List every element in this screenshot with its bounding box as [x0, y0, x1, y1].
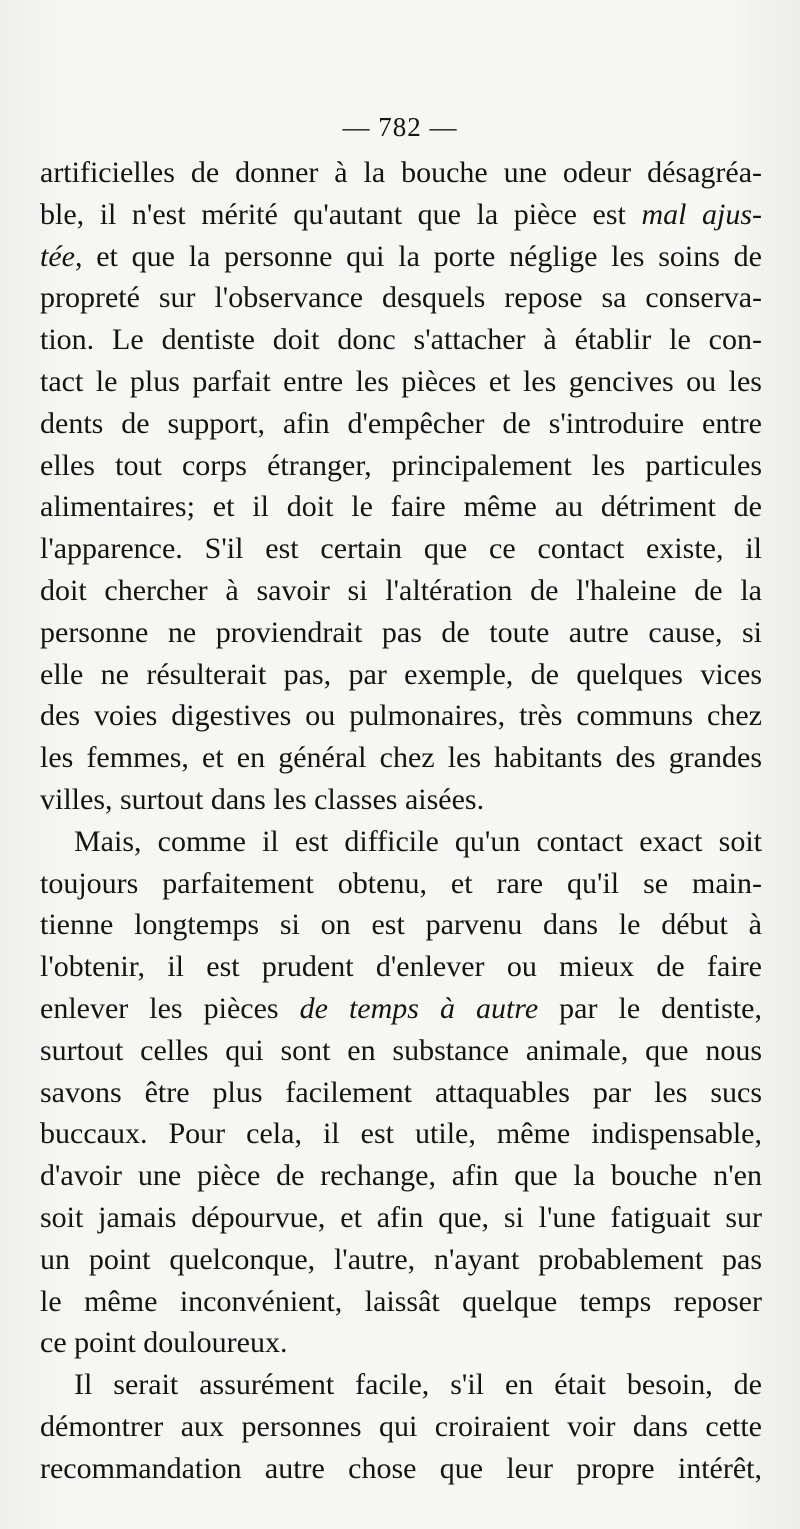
text-line: soit jamais dépourvue, et afin que, si l'une fatiguait sur — [40, 1200, 762, 1234]
text-line: surtout celles qui sont en substance animale, que nous — [40, 1033, 762, 1067]
text-line: personne ne proviendrait pas de toute autre cause, si — [40, 615, 762, 649]
text-line: artificielles de donner à la bouche une odeur désagréa- — [40, 156, 762, 189]
text-line: villes, surtout dans les classes aisées. — [40, 782, 485, 816]
text-line: démontrer aux personnes qui croiraient voir dans cette — [40, 1409, 762, 1443]
text-line: des voies digestives ou pulmonaires, très communs chez — [40, 699, 762, 733]
text-line: alimentaires; et il doit le faire même au détriment de — [40, 490, 762, 524]
italic-text: tée — [40, 239, 75, 273]
text-line: toujours parfaitement obtenu, et rare qu'il se main- — [40, 866, 762, 900]
text-line: recommandation autre chose que leur propre intérêt, — [40, 1451, 762, 1485]
italic-text: mal ajus- — [641, 197, 762, 231]
text-line: Mais, comme il est difficile qu'un contact exact soit — [74, 824, 762, 858]
text-line: tée, et que la personne qui la porte néglige les soins de — [40, 239, 762, 273]
text-line: elle ne résulterait pas, par exemple, de quelques vices — [40, 657, 762, 691]
text-line: ble, il n'est mérité qu'autant que la pièce est mal ajus- — [40, 197, 762, 231]
text-line: Il serait assurément facile, s'il en était besoin, de — [74, 1368, 762, 1402]
text-line: tienne longtemps si on est parvenu dans le début à — [40, 908, 762, 942]
text-line: enlever les pièces de temps à autre par le dentiste, — [40, 991, 762, 1025]
text-line: un point quelconque, l'autre, n'ayant probablement pas — [40, 1242, 762, 1276]
text-line: d'avoir une pièce de rechange, afin que la bouche n'en — [40, 1159, 762, 1193]
page-number: — 782 — — [342, 112, 458, 142]
text-line: dents de support, afin d'empêcher de s'introduire entre — [40, 406, 762, 440]
body-text — [40, 152, 762, 1490]
text-line: elles tout corps étranger, principalement les particules — [40, 448, 762, 482]
text-line: l'obtenir, il est prudent d'enlever ou mieux de faire — [40, 950, 762, 984]
text-line: les femmes, et en général chez les habitants des grandes — [40, 741, 762, 775]
text-line: propreté sur l'observance desquels repose sa conserva- — [40, 281, 762, 315]
text-line: buccaux. Pour cela, il est utile, même indispensable, — [40, 1117, 762, 1151]
text-line: doit chercher à savoir si l'altération de l'haleine de la — [40, 573, 762, 607]
text-line: savons être plus facilement attaquables par les sucs — [40, 1075, 762, 1109]
text-line: tion. Le dentiste doit donc s'attacher à établir le con- — [40, 323, 762, 357]
italic-text: de temps à autre — [299, 991, 539, 1025]
text-line: tact le plus parfait entre les pièces et les gencives ou les — [40, 364, 762, 398]
text-line: le même inconvénient, laissât quelque temps reposer — [40, 1284, 762, 1318]
text-line: ce point douloureux. — [40, 1326, 288, 1360]
text-line: l'apparence. S'il est certain que ce contact existe, il — [40, 532, 762, 566]
